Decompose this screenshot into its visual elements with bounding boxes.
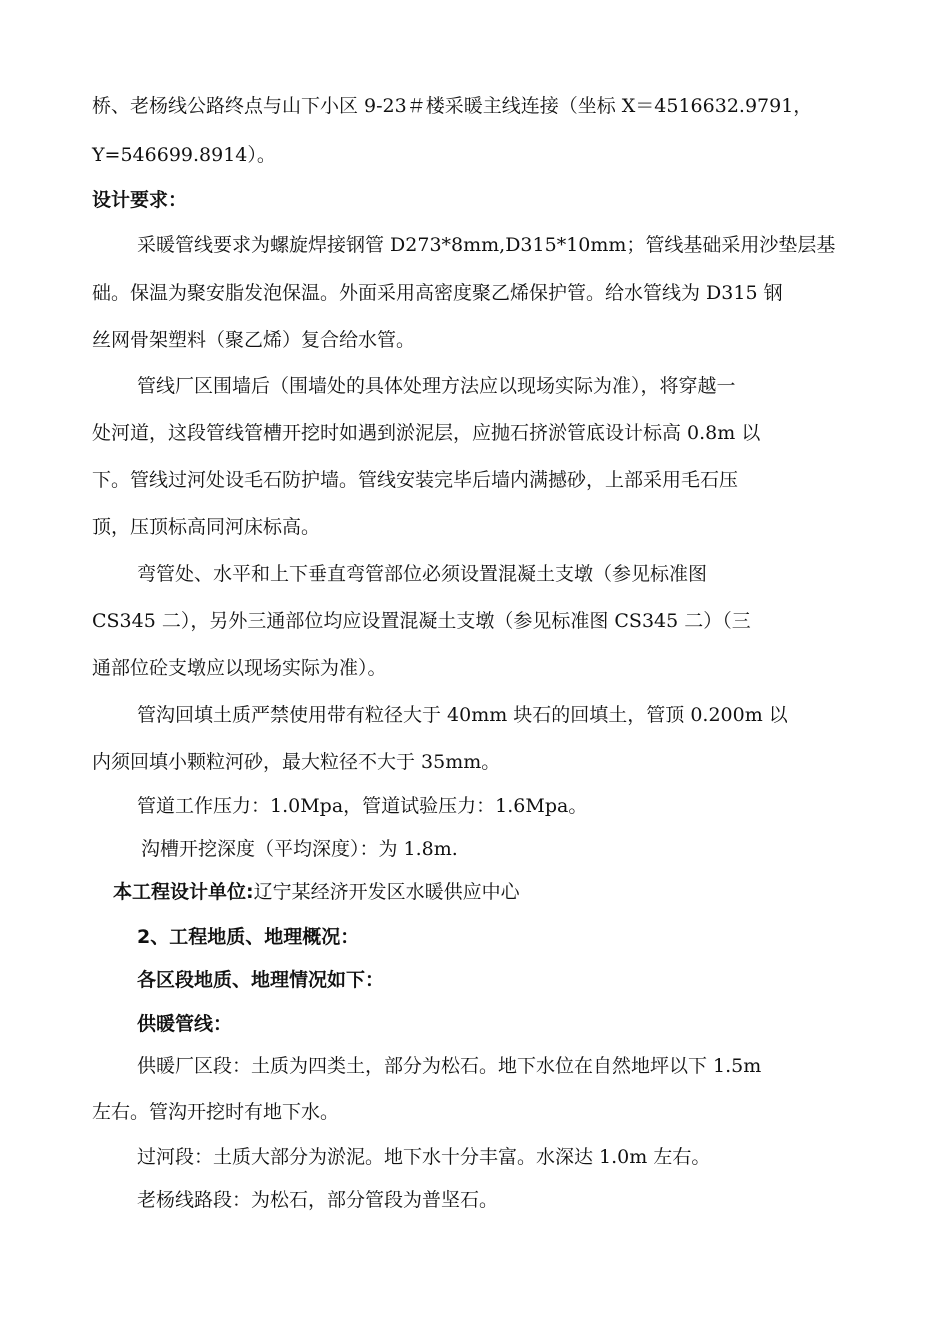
geology-heading: 各区段地质、地理情况如下：: [137, 969, 385, 991]
design-unit-label: 本工程设计单位:: [113, 881, 254, 903]
paragraph-line: 管线厂区围墙后（围墙处的具体处理方法应以现场实际为准），将穿越一: [137, 375, 736, 397]
paragraph-line: 管道工作压力：1.0Mpa，管道试验压力：1.6Mpa。: [137, 795, 588, 817]
paragraph-line: 沟槽开挖深度（平均深度）：为 1.8m.: [141, 838, 458, 860]
paragraph-line: 内须回填小颗粒河砂，最大粒径不大于 35mm。: [92, 751, 501, 773]
paragraph-line: 桥、老杨线公路终点与山下小区 9-23＃楼采暖主线连接（坐标 X＝4516632.9791，: [92, 95, 813, 117]
section-heading: 2、工程地质、地理概况：: [137, 926, 360, 948]
paragraph-line: 础。保温为聚安脂发泡保温。外面采用高密度聚乙烯保护管。给水管线为 D315 钢: [92, 282, 783, 304]
heating-pipeline-heading: 供暖管线：: [137, 1013, 233, 1035]
paragraph-line: 采暖管线要求为螺旋焊接钢管 D273*8mm,D315*10mm；管线基础采用沙垫层基: [137, 234, 836, 256]
paragraph-line: 管沟回填土质严禁使用带有粒径大于 40mm 块石的回填土，管顶 0.200m 以: [137, 704, 788, 726]
paragraph-line: 过河段：土质大部分为淤泥。地下水十分丰富。水深达 1.0m 左右。: [137, 1146, 711, 1168]
paragraph-line: 处河道，这段管线管槽开挖时如遇到淤泥层，应抛石挤淤管底设计标高 0.8m 以: [92, 422, 761, 444]
paragraph-line: CS345 二），另外三通部位均应设置混凝土支墩（参见标准图 CS345 二）（三: [92, 610, 751, 632]
paragraph-line: 弯管处、水平和上下垂直弯管部位必须设置混凝土支墩（参见标准图: [137, 563, 708, 585]
paragraph-line: 老杨线路段：为松石，部分管段为普坚石。: [137, 1189, 499, 1211]
paragraph-line: 左右。管沟开挖时有地下水。: [92, 1101, 340, 1123]
design-requirements-heading: 设计要求：: [92, 189, 188, 211]
design-unit-line: [113, 879, 872, 905]
paragraph-line: Y=546699.8914）。: [92, 144, 276, 166]
paragraph-line: 丝网骨架塑料（聚乙烯）复合给水管。: [92, 329, 416, 351]
paragraph-line: 下。管线过河处设毛石防护墙。管线安装完毕后墙内满撼砂，上部采用毛石压: [92, 469, 739, 491]
paragraph-line: 顶，压顶标高同河床标高。: [92, 516, 321, 538]
design-unit-value: 辽宁某经济开发区水暖供应中心: [253, 881, 520, 903]
paragraph-line: 通部位砼支墩应以现场实际为准）。: [92, 657, 387, 679]
paragraph-line: 供暖厂区段：土质为四类土，部分为松石。地下水位在自然地坪以下 1.5m: [137, 1055, 762, 1077]
